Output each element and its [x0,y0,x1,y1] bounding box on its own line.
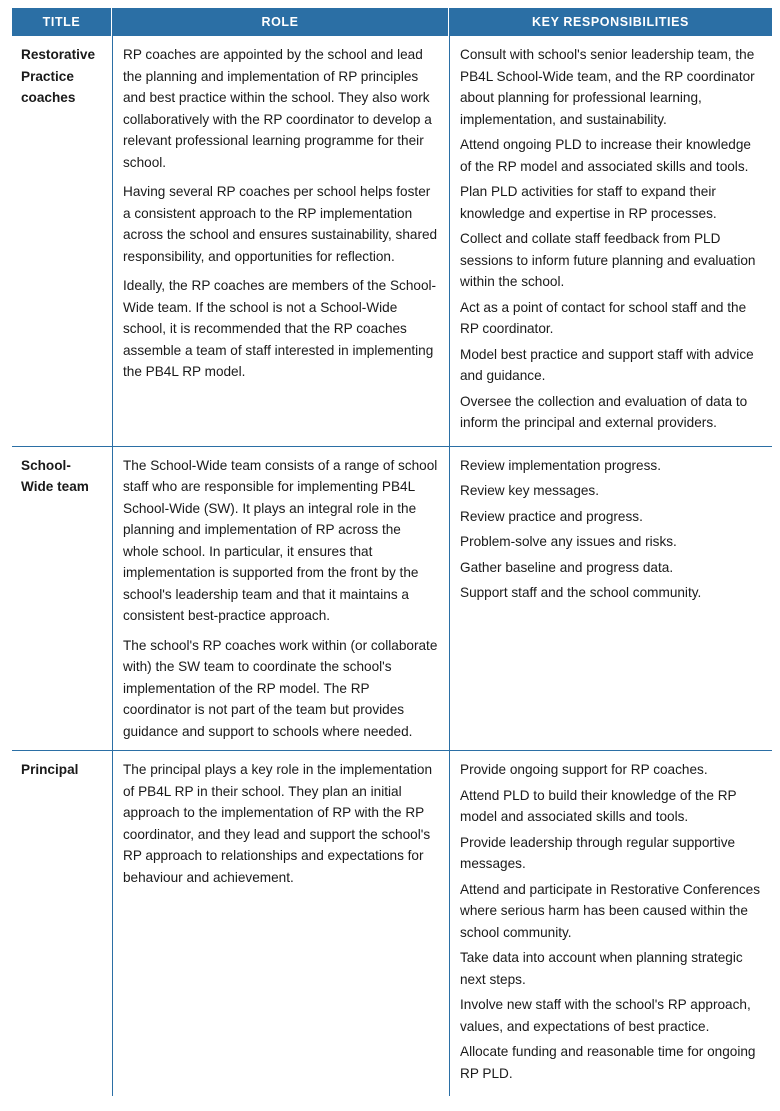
responsibility-item: Take data into account when planning strategic next steps. [460,950,743,987]
responsibilities-cell [449,751,772,1096]
responsibility-item: Support staff and the school community. [460,585,702,600]
responsibility-item: Provide ongoing support for RP coaches. [460,762,708,777]
role-cell [112,447,449,751]
responsibility-item: Problem-solve any issues and risks. [460,534,677,549]
table-header [12,8,772,36]
responsibility-item: Model best practice and support staff with advice and guidance. [460,346,754,383]
responsibility-item: Consult with school's senior leadership team, the PB4L School-Wide team, and the RP coordinator about planning for professional learning, implementation, and sustainability. [460,47,755,127]
row-title: Principal [21,762,79,777]
header-role: ROLE [112,8,449,36]
role-paragraph: RP coaches are appointed by the school and lead the planning and implementation of RP principles and best practice within the school. They also work collaboratively with the RP coordinator to develop a relevant professional learning programme for their school. [123,47,432,170]
responsibilities-cell [449,36,772,446]
role-cell [112,751,449,1096]
table-row [12,751,772,1096]
responsibility-item: Attend PLD to build their knowledge of the RP model and associated skills and tools. [460,787,737,824]
responsibility-item: Review practice and progress. [460,508,643,524]
responsibility-item: Allocate funding and reasonable time for ongoing RP PLD. [460,1044,756,1081]
role-paragraph: The principal plays a key role in the implementation of PB4L RP in their school. They plan an initial approach to the implementation of RP with the RP coordinator, and they lead and support the school's RP approach to relationships and expectations for behaviour and achievement. [123,762,433,885]
table-row [12,36,772,447]
row-title: Restorative Practice coaches [21,47,96,105]
responsibilities-cell [449,447,772,751]
row-title: School-Wide team [21,457,89,494]
responsibility-item: Provide leadership through regular supportive messages. [460,834,736,871]
responsibility-item: Collect and collate staff feedback from PLD sessions to inform future planning and evaluation within the school. [460,231,756,289]
header-key-responsibilities: KEY RESPONSIBILITIES [449,8,772,36]
role-paragraph: Ideally, the RP coaches are members of the School-Wide team. If the school is not a School-Wide school, it is recommended that the RP coaches assemble a team of staff interested in implementing the PB4L RP model. [123,278,437,379]
roles-table [12,8,772,1096]
responsibility-item: Involve new staff with the school's RP approach, values, and expectations of best practice. [460,997,751,1034]
responsibility-item: Oversee the collection and evaluation of data to inform the principal and external providers. [460,393,748,430]
responsibility-item: Review implementation progress. [460,457,661,473]
responsibility-item: Review key messages. [460,483,600,498]
responsibility-item: Attend ongoing PLD to increase their knowledge of the RP model and associated skills and tools. [460,137,751,174]
responsibility-item: Attend and participate in Restorative Conferences where serious harm has been caused within the school community. [460,881,760,940]
header-title: TITLE [12,8,112,36]
role-cell [112,36,449,446]
role-paragraph: The school's RP coaches work within (or collaborate with) the SW team to coordinate the school's implementation of the RP model. The RP coordinator is not part of the team but provides guidance and support to schools where needed. [123,637,438,739]
responsibility-item: Gather baseline and progress data. [460,559,674,575]
role-paragraph: Having several RP coaches per school helps foster a consistent approach to the RP implementation across the school and ensures sustainability, shared responsibility, and opportunities for reflection. [123,184,438,264]
responsibility-item: Plan PLD activities for staff to expand their knowledge and expertise in RP processes. [460,184,717,221]
role-paragraph: The School-Wide team consists of a range of school staff who are responsible for implementing PB4L School-Wide (SW). It plays an integral role in the planning and implementation of RP across the whole school. In particular, it ensures that implementation is supported from the front by the school's leadership team and that it maintains a consistent best-practice approach. [123,457,438,623]
table-row [12,447,772,752]
responsibility-item: Act as a point of contact for school staff and the RP coordinator. [460,299,747,336]
